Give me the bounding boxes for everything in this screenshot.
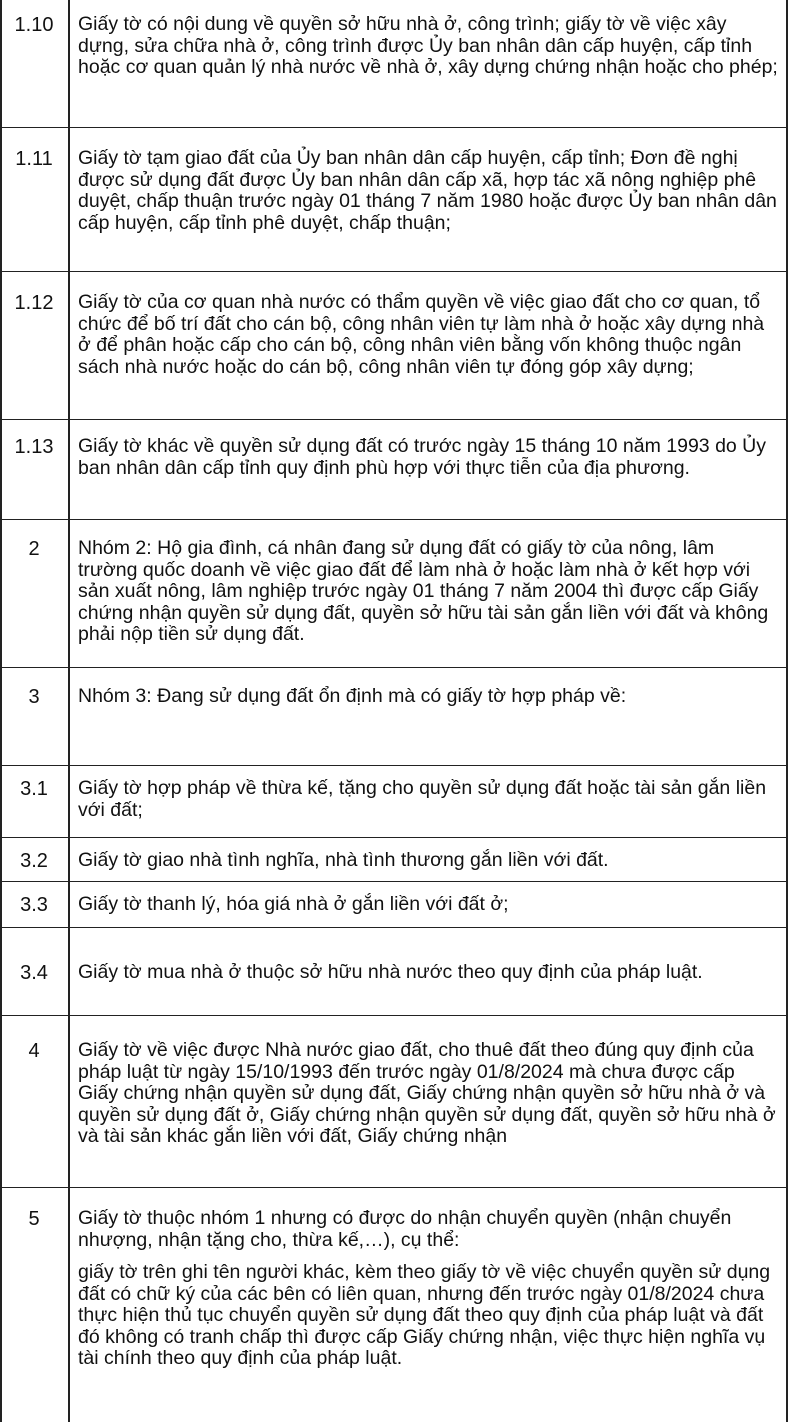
row-text: Giấy tờ khác về quyền sử dụng đất có trước ngày 15 tháng 10 năm 1993 do Ủy ban nhân dân cấp tỉnh quy định phù hợp với thực tiễn của địa phương. <box>78 435 767 479</box>
row-number: 2 <box>28 538 40 560</box>
row-text-continuation: giấy tờ trên ghi tên người khác, kèm theo giấy tờ về việc chuyển quyền sử dụng đất có chữ ký của các bên có liên quan, nhưng đến trước ngày 01/8/2024 chưa thực hiện thủ tục chuyển quyền sử dụng đất theo quy định của pháp luật và đất đó không có tranh chấp thì được cấp Giấy chứng nhận, việc thực hiện nghĩa vụ tài chính theo quy định của pháp luật. <box>78 1261 771 1369</box>
row-number: 3.1 <box>20 778 48 800</box>
row-text: Nhóm 3: Đang sử dụng đất ổn định mà có giấy tờ hợp pháp về: <box>78 685 627 707</box>
table-row <box>0 1016 788 1188</box>
row-number: 5 <box>28 1208 40 1230</box>
table-row <box>0 0 788 128</box>
row-number: 3.3 <box>20 894 48 916</box>
row-text: Giấy tờ có nội dung về quyền sở hữu nhà ở, công trình; giấy tờ về việc xây dựng, sửa chữa nhà ở, công trình được Ủy ban nhân dân cấp huyện, cấp tỉnh hoặc cơ quan quản lý nhà nước về nhà ở, xây dựng chứng nhận hoặc cho phép; <box>78 13 778 78</box>
row-number: 3 <box>28 686 40 708</box>
table-row <box>0 420 788 520</box>
row-number: 3.4 <box>20 962 48 984</box>
row-text: Giấy tờ hợp pháp về thừa kế, tặng cho quyền sử dụng đất hoặc tài sản gắn liền với đất; <box>78 777 767 821</box>
row-text: Giấy tờ về việc được Nhà nước giao đất, cho thuê đất theo đúng quy định của pháp luật từ ngày 15/10/1993 đến trước ngày 01/8/2024 mà chưa được cấp Giấy chứng nhận quyền sử dụng đất, Giấy chứng nhận quyền sở hữu nhà ở và quyền sử dụng đất ở, Giấy chứng nhận quyền sử dụng đất, quyền sở hữu nhà ở và tài sản khác gắn liền với đất, Giấy chứng nhận <box>78 1039 776 1147</box>
row-text: Nhóm 2: Hộ gia đình, cá nhân đang sử dụng đất có giấy tờ của nông, lâm trường quốc doanh về việc giao đất để làm nhà ở hoặc làm nhà ở kết hợp với sản xuất nông, lâm nghiệp trước ngày 01 tháng 7 năm 2004 thì được cấp Giấy chứng nhận quyền sử dụng đất, quyền sở hữu tài sản gắn liền với đất và không phải nộp tiền sử dụng đất. <box>78 537 769 645</box>
row-number: 3.2 <box>20 850 48 872</box>
row-number: 1.10 <box>14 14 54 36</box>
table-row <box>0 128 788 272</box>
row-text: Giấy tờ của cơ quan nhà nước có thẩm quyền về việc giao đất cho cơ quan, tổ chức để bố trí đất cho cán bộ, công nhân viên tự làm nhà ở hoặc xây dựng nhà ở để phân hoặc cấp cho cán bộ, công nhân viên bằng vốn không thuộc ngân sách nhà nước hoặc do cán bộ, công nhân viên tự đóng góp xây dựng; <box>78 291 765 378</box>
row-text: Giấy tờ thuộc nhóm 1 nhưng có được do nhận chuyển quyền (nhận chuyển nhượng, nhận tặng cho, thừa kế,…), cụ thể: <box>78 1207 732 1251</box>
row-number: 1.13 <box>14 436 54 458</box>
row-number: 1.11 <box>15 148 53 170</box>
table-row <box>0 272 788 420</box>
table-row <box>0 766 788 838</box>
table-row <box>0 882 788 928</box>
table-row <box>0 520 788 668</box>
row-number: 1.12 <box>14 292 54 314</box>
table-row <box>0 668 788 766</box>
row-text: Giấy tờ giao nhà tình nghĩa, nhà tình thương gắn liền với đất. <box>78 849 609 871</box>
row-text: Giấy tờ thanh lý, hóa giá nhà ở gắn liền với đất ở; <box>78 893 509 915</box>
table-row <box>0 838 788 882</box>
row-text-group <box>78 1208 778 1370</box>
row-number: 4 <box>28 1040 40 1062</box>
table-row <box>0 1188 788 1422</box>
table-row <box>0 928 788 1016</box>
row-text: Giấy tờ mua nhà ở thuộc sở hữu nhà nước theo quy định của pháp luật. <box>78 961 703 983</box>
row-text: Giấy tờ tạm giao đất của Ủy ban nhân dân cấp huyện, cấp tỉnh; Đơn đề nghị được sử dụng đất được Ủy ban nhân dân cấp xã, hợp tác xã nông nghiệp phê duyệt, chấp thuận trước ngày 01 tháng 7 năm 1980 hoặc được Ủy ban nhân dân cấp huyện, cấp tỉnh phê duyệt, chấp thuận; <box>78 147 777 234</box>
